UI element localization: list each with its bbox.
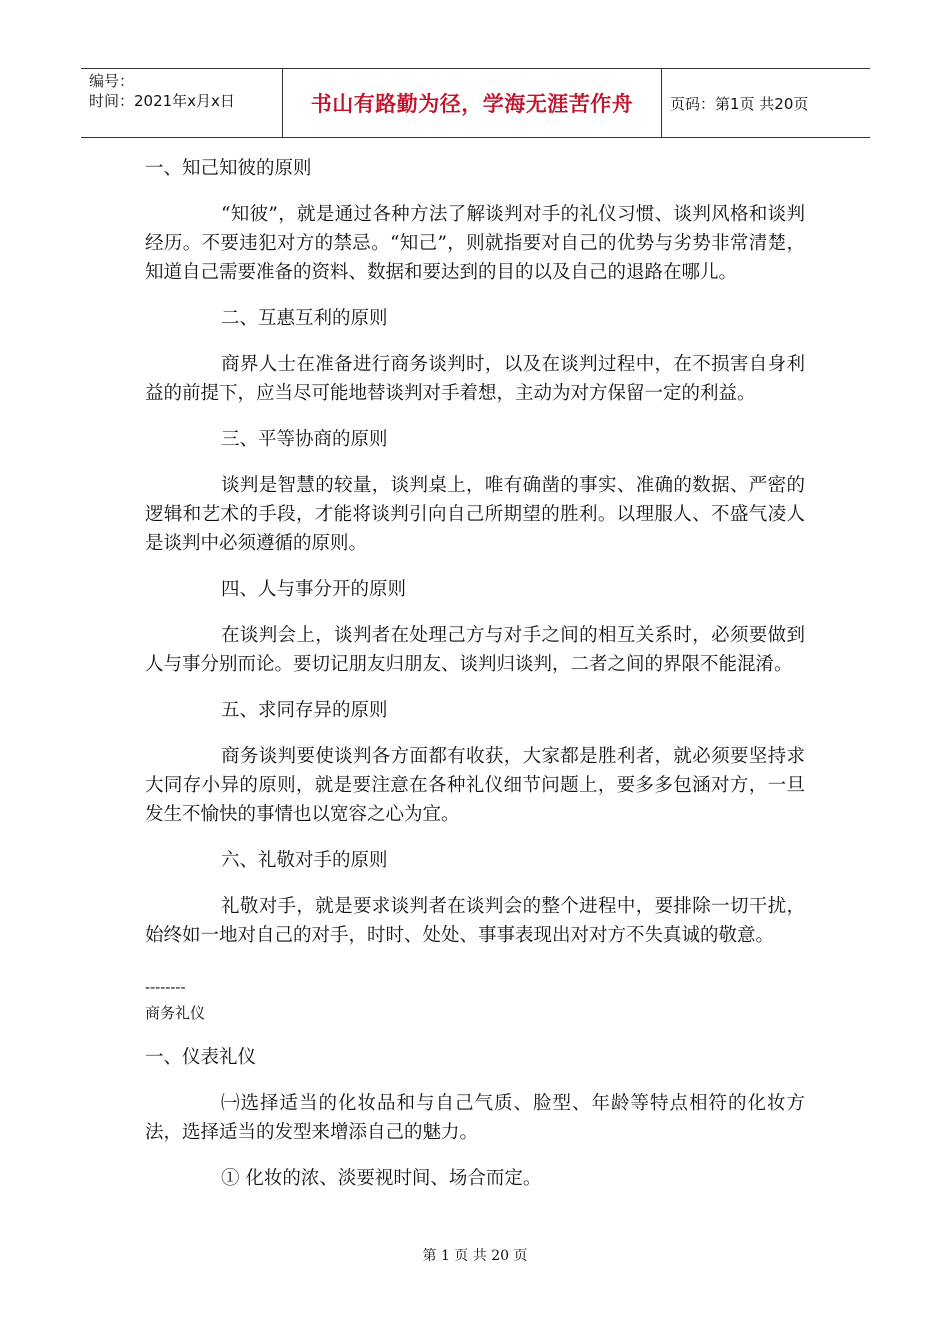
page-footer: 第 1 页 共 20 页: [422, 1248, 528, 1264]
section-heading: 一、仪表礼仪: [145, 1047, 257, 1068]
section-heading: 一、知己知彼的原则: [145, 158, 312, 179]
list-item: ① 化妆的浓、淡要视时间、场合而定。: [221, 1168, 542, 1189]
header-page-info: 页码：第1页 共20页: [670, 94, 809, 113]
section-heading: 六、礼敬对手的原则: [221, 850, 388, 871]
paragraph: 谈判是智慧的较量，谈判桌上，唯有确凿的事实、准确的数据、严密的逻辑和艺术的手段，才能将谈判引向自己所期望的胜利。以理服人、不盛气凌人是谈判中必须遵循的原则。: [145, 475, 805, 554]
section-heading: 三、平等协商的原则: [221, 429, 388, 450]
paragraph: ㈠选择适当的化妆品和与自己气质、脸型、年龄等特点相符的化妆方法，选择适当的发型来增添自己的魅力。: [145, 1093, 805, 1143]
header-slogan: 书山有路勤为径，学海无涯苦作舟: [310, 92, 634, 116]
header-meta-cell: [81, 69, 283, 137]
page-header: [81, 68, 870, 138]
paragraph: 在谈判会上，谈判者在处理己方与对手之间的相互关系时，必须要做到人与事分别而论。要切记朋友归朋友、谈判归谈判，二者之间的界限不能混淆。: [145, 625, 805, 675]
section-heading: 五、求同存异的原则: [221, 700, 388, 721]
document-body: [145, 154, 805, 1193]
paragraph: 商务谈判要使谈判各方面都有收获，大家都是胜利者，就必须要坚持求大同存小异的原则，就是要注意在各种礼仪细节问题上，要多多包涵对方，一旦发生不愉快的事情也以宽容之心为宜。: [145, 746, 805, 825]
section-title: 商务礼仪: [145, 1004, 206, 1022]
divider-text: --------: [145, 978, 186, 996]
section-heading: 二、互惠互利的原则: [221, 308, 388, 329]
paragraph: 商界人士在准备进行商务谈判时，以及在谈判过程中，在不损害自身利益的前提下，应当尽可能地替谈判对手着想，主动为对方保留一定的利益。: [145, 354, 805, 404]
header-page-cell: [662, 69, 870, 137]
paragraph: “知彼”，就是通过各种方法了解谈判对手的礼仪习惯、谈判风格和谈判经历。不要违犯对方的禁忌。“知己”，则就指要对自己的优势与劣势非常清楚，知道自己需要准备的资料、数据和要达到的目的以及自己的退路在哪儿。: [145, 204, 805, 283]
paragraph: 礼敬对手，就是要求谈判者在谈判会的整个进程中，要排除一切干扰，始终如一地对自己的对手，时时、处处、事事表现出对对方不失真诚的敬意。: [145, 896, 805, 946]
section-heading: 四、人与事分开的原则: [221, 579, 407, 600]
document-date-label: 时间：2021年x月x日: [89, 92, 235, 110]
header-slogan-cell: [283, 69, 662, 137]
document-number-label: 编号：: [89, 72, 135, 90]
